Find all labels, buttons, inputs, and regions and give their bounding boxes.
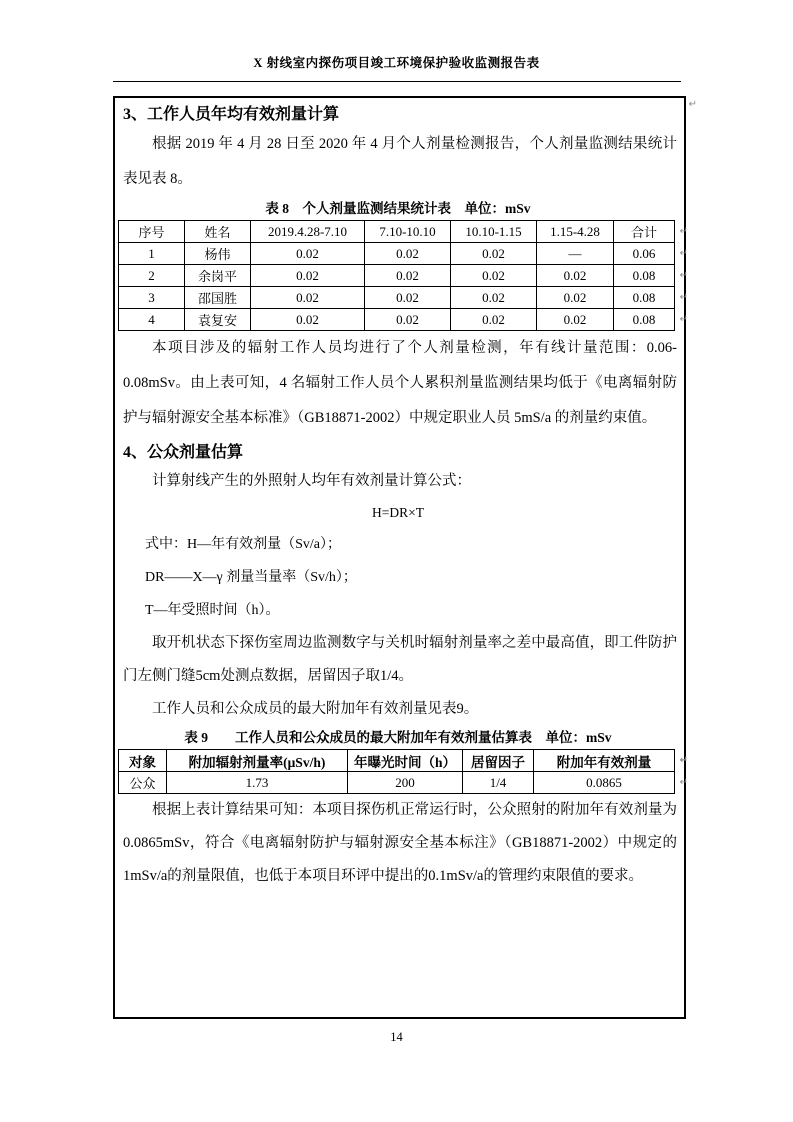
table-cell: 0.02 (537, 287, 614, 309)
table-cell: 0.02 (365, 309, 451, 331)
table-cell: 0.02 (251, 243, 365, 265)
table-cell: 邵国胜 (185, 287, 251, 309)
table-cell: 0.02 (251, 287, 365, 309)
table-cell: 0.02 (365, 265, 451, 287)
table-row (119, 265, 675, 287)
section-3-heading: 3、工作人员年均有效剂量计算 (123, 106, 340, 123)
table-cell: 1.73 (167, 772, 348, 794)
paragraph-mark-icon: ↵ (679, 291, 688, 303)
table-header-cell: 2019.4.28-7.10 (251, 221, 365, 243)
section-3-intro-paragraph: 根据 2019 年 4 月 28 日至 2020 年 4 月个人剂量检测报告，个人剂量监测结果统计表见表 8。 (123, 136, 677, 187)
formula-definition-dr: DR——X—γ 剂量当量率（Sv/h）； (145, 570, 357, 585)
table-cell: — (537, 243, 614, 265)
table-cell (614, 287, 688, 309)
method-paragraph: 取开机状态下探伤室周边监测数字与关机时辐射剂量率之差中最高值，即工件防护门左侧门缝5cm处测点数据，居留因子取1/4。 (123, 635, 677, 684)
table-9-public-dose (118, 749, 688, 794)
table-cell: 4 (119, 309, 185, 331)
table-header-cell: 序号 (119, 221, 185, 243)
page-header-title: X 射线室内探伤项目竣工环境保护验收监测报告表 (253, 56, 540, 70)
table-cell: 0.02 (451, 287, 537, 309)
table-cell-value: 0.08 (632, 311, 656, 327)
table-header-cell: 附加辐射剂量率(μSv/h) (167, 750, 348, 772)
table-cell: 0.02 (451, 243, 537, 265)
table-row (119, 221, 675, 243)
table-cell-value: 0.0865 (586, 774, 622, 790)
formula-definition-h: 式中：H—年有效剂量（Sv/a）； (145, 537, 341, 552)
table-cell: 0.02 (365, 243, 451, 265)
table-header-cell: 对象 (119, 750, 167, 772)
table-row (119, 287, 675, 309)
paragraph-mark-icon: ↵ (679, 247, 688, 259)
table-cell (614, 309, 688, 331)
table-header-label: 附加年有效剂量 (556, 754, 652, 770)
table-header-cell (534, 750, 688, 772)
content-border-box (113, 96, 697, 1019)
table-header-cell: 10.10-1.15 (451, 221, 537, 243)
formula-intro-paragraph: 计算射线产生的外照射人均年有效剂量计算公式： (152, 473, 471, 489)
table-cell: 杨伟 (185, 243, 251, 265)
paragraph-mark-icon: ↵ (679, 776, 688, 788)
table-cell: 0.02 (451, 309, 537, 331)
section-4-heading: 4、公众剂量估算 (123, 444, 244, 461)
header-divider (113, 81, 681, 82)
table-cell-value: 0.08 (632, 267, 656, 283)
table-9-intro-paragraph: 工作人员和公众成员的最大附加年有效剂量见表9。 (152, 701, 479, 717)
table-cell (534, 772, 688, 794)
table-header-cell: 1.15-4.28 (537, 221, 614, 243)
table-header-cell: 年曝光时间（h） (348, 750, 463, 772)
table-cell: 2 (119, 265, 185, 287)
table-8-personal-dose (118, 220, 688, 331)
table-row (119, 309, 675, 331)
dose-formula: H=DR×T (372, 505, 424, 520)
paragraph-mark-icon: ↵ (679, 313, 688, 325)
table-cell: 0.02 (451, 265, 537, 287)
table-header-cell (614, 221, 688, 243)
table-cell: 余岗平 (185, 265, 251, 287)
formula-definition-t: T—年受照时间（h）。 (145, 603, 280, 618)
table-cell: 公众 (119, 772, 167, 794)
section-3-analysis-paragraph: 本项目涉及的辐射工作人员均进行了个人剂量检测，年有线计量范围：0.06-0.08mSv。由上表可知，4 名辐射工作人员个人累积剂量监测结果均低于《电离辐射防护与辐射源安全基本标准》（GB18871-2002）中规定职业人员 5mS/a 的剂量约束值。 (123, 340, 677, 426)
table-cell (614, 243, 688, 265)
paragraph-mark-icon: ↵ (679, 269, 688, 281)
paragraph-mark-icon: ↵ (679, 754, 688, 766)
table-header-cell: 姓名 (185, 221, 251, 243)
table-cell: 0.02 (251, 309, 365, 331)
table-cell: 0.02 (537, 309, 614, 331)
table-cell: 袁复安 (185, 309, 251, 331)
paragraph-mark-icon: ↵ (688, 99, 697, 110)
table-cell: 200 (348, 772, 463, 794)
table-cell: 1 (119, 243, 185, 265)
table-row (119, 243, 675, 265)
table-row (119, 772, 675, 794)
table-cell-value: 0.08 (632, 289, 656, 305)
table-cell (614, 265, 688, 287)
table-8-caption: 表 8 个人剂量监测结果统计表 单位：mSv (265, 201, 531, 216)
table-header-cell: 7.10-10.10 (365, 221, 451, 243)
paragraph-mark-icon: ↵ (679, 225, 688, 237)
table-cell: 0.02 (365, 287, 451, 309)
table-row (119, 750, 675, 772)
conclusion-paragraph: 根据上表计算结果可知：本项目探伤机正常运行时，公众照射的附加年有效剂量为0.0865mSv，符合《电离辐射防护与辐射源安全基本标注》（GB18871-2002）中规定的1mSv/a的剂量限值，也低于本项目环评中提出的0.1mSv/a的管理约束限值的要求。 (123, 802, 677, 884)
table-9-caption: 表 9 工作人员和公众成员的最大附加年有效剂量估算表 单位：mSv (184, 730, 612, 745)
table-cell: 0.02 (251, 265, 365, 287)
table-header-cell: 居留因子 (463, 750, 534, 772)
table-cell: 0.02 (537, 265, 614, 287)
table-header-label: 合计 (630, 225, 657, 240)
page-number: 14 (390, 1030, 403, 1044)
table-cell: 3 (119, 287, 185, 309)
table-cell-value: 0.06 (632, 245, 656, 261)
table-cell: 1/4 (463, 772, 534, 794)
